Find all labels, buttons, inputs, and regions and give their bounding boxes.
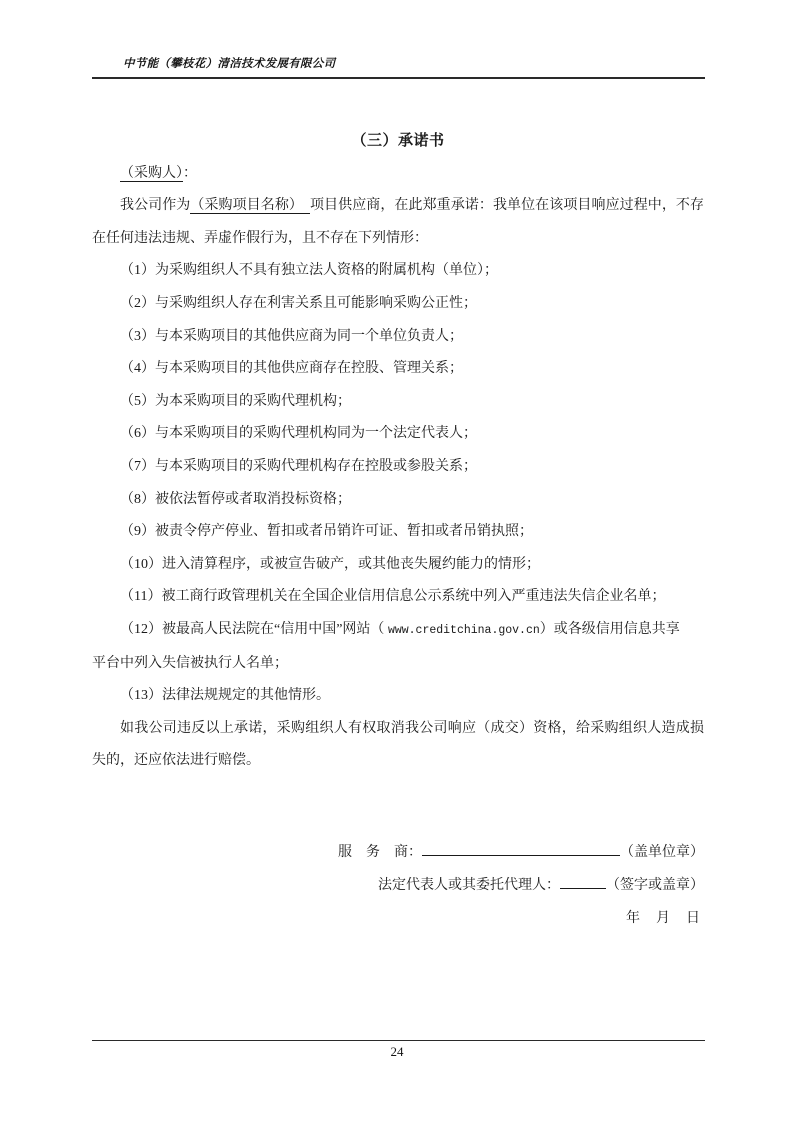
commitment-item: （1）为采购组织人不具有独立法人资格的附属机构（单位）； [120,263,498,279]
page-number: 24 [390,1044,404,1059]
item-text: 平台中列入失信被执行人名单； [92,655,288,671]
signature-provider-line [92,836,704,869]
commitment-item: （5）为本采购项目的采购代理机构； [120,393,351,409]
closing-paragraph: 如我公司违反以上承诺，采购组织人有权取消我公司响应（成交）资格，给采购组织人造成损失的，还应依法进行赔偿。 [92,720,704,769]
header-rule [92,77,705,79]
commitment-item: （7）与本采购项目的采购代理机构存在控股或参股关系； [120,458,477,474]
salutation-line [92,158,704,191]
header-company-name: 中节能（攀枝花）清洁技术发展有限公司 [123,58,336,70]
signature-block [92,836,704,935]
commitment-item: （13）法律法规规定的其他情形。 [120,688,330,704]
commitment-item: （11）被工商行政管理机关在全国企业信用信息公示系统中列入严重违法失信企业名单； [120,589,666,605]
commitment-item: （3）与本采购项目的其他供应商为同一个单位负责人； [120,328,463,344]
project-name-blank: （采购项目名称） [190,198,310,214]
signature-date-line: 年 月 日 [626,910,701,926]
creditchina-url: www.creditchina.gov.cn [387,623,540,637]
commitment-item: （9）被责令停产停业、暂扣或者吊销许可证、暂扣或者吊销执照； [120,524,533,540]
provider-label: 服 务 商： [338,844,422,860]
document-title: （三）承诺书 [351,133,445,149]
commitment-item: （8）被依法暂停或者取消投标资格； [120,491,351,507]
commitment-item: （4）与本采购项目的其他供应商存在控股、管理关系； [120,361,463,377]
document-body [92,125,704,935]
provider-seal-note: （盖单位章） [620,844,704,860]
item-text: ）或各级信用信息共享 [539,621,680,637]
commitment-item: （10）进入清算程序，或被宣告破产，或其他丧失履约能力的情形； [120,556,540,572]
commitment-item: （6）与本采购项目的采购代理机构同为一个法定代表人； [120,426,477,442]
commitment-list [92,255,704,712]
buyer-name-blank: （采购人） [120,165,183,181]
salutation-colon: ： [183,165,197,181]
commitment-item [92,614,704,680]
provider-name-blank [422,840,620,856]
item-text: （12）被最高人民法院在“信用中国”网站（ [120,621,388,637]
signature-representative-line [92,869,704,902]
representative-sign-note: （签字或盖章） [606,877,704,893]
intro-lead: 我公司作为 [120,198,191,214]
representative-label: 法定代表人或其委托代理人： [378,877,560,893]
footer-rule [92,1040,705,1041]
representative-name-blank [560,873,606,889]
commitment-item: （2）与采购组织人存在利害关系且可能影响采购公正性； [120,295,477,311]
intro-paragraph [92,190,704,255]
intro-rest: 项目供应商，在此郑重承诺：我单位在该项目响应过程中，不存在任何违法违规、弄虚作假行为，且不存在下列情形： [92,198,705,246]
